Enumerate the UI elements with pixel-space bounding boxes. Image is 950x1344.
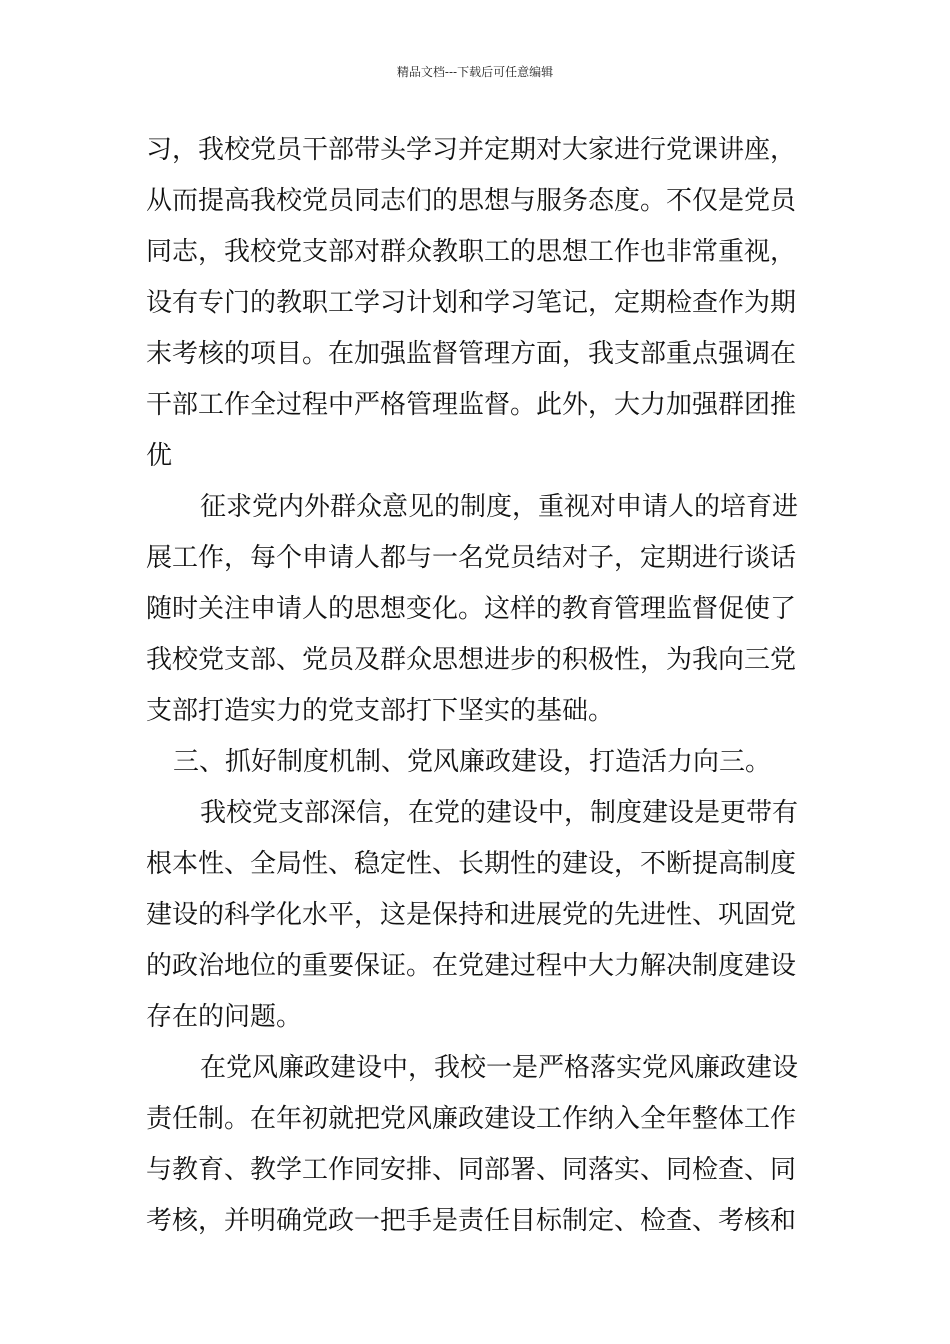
text-line: 与教育、教学工作同安排、同部署、同落实、同检查、同 <box>146 1155 797 1185</box>
text-line: 存在的问题。 <box>146 1002 303 1032</box>
text-line: 根本性、全局性、稳定性、长期性的建设，不断提高制度 <box>146 849 797 879</box>
page-header: 精品文档---下载后可任意编辑 <box>396 65 554 79</box>
text-line: 责任制。在年初就把党风廉政建设工作纳入全年整体工作 <box>146 1104 797 1134</box>
text-line: 同志，我校党支部对群众教职工的思想工作也非常重视， <box>146 237 797 267</box>
text-line: 建设的科学化水平，这是保持和进展党的先进性、巩固党 <box>146 900 797 930</box>
text-line: 展工作，每个申请人都与一名党员结对子，定期进行谈话 <box>146 543 797 573</box>
text-line: 的政治地位的重要保证。在党建过程中大力解决制度建设 <box>146 951 797 981</box>
body-text <box>146 125 806 1247</box>
text-line: 随时关注申请人的思想变化。这样的教育管理监督促使了 <box>146 594 797 624</box>
text-line: 我校党支部深信，在党的建设中，制度建设是更带有 <box>200 798 799 828</box>
text-line: 习，我校党员干部带头学习并定期对大家进行党课讲座， <box>146 135 797 165</box>
text-line: 末考核的项目。在加强监督管理方面，我支部重点强调在 <box>146 339 797 369</box>
text-line: 设有专门的教职工学习计划和学习笔记，定期检查作为期 <box>146 288 797 318</box>
section-heading: 三、抓好制度机制、党风廉政建设，打造活力向三。 <box>173 747 772 777</box>
text-line: 在党风廉政建设中，我校一是严格落实党风廉政建设 <box>200 1053 799 1083</box>
text-line: 从而提高我校党员同志们的思想与服务态度。不仅是党员 <box>146 186 797 216</box>
text-line: 我校党支部、党员及群众思想进步的积极性，为我向三党 <box>146 645 797 675</box>
text-line: 干部工作全过程中严格管理监督。此外，大力加强群团推 <box>146 390 797 420</box>
text-line: 征求党内外群众意见的制度，重视对申请人的培育进 <box>200 492 799 522</box>
text-line: 优 <box>146 441 173 471</box>
text-line: 考核，并明确党政一把手是责任目标制定、检查、考核和 <box>146 1206 797 1236</box>
text-line: 支部打造实力的党支部打下坚实的基础。 <box>146 696 615 726</box>
